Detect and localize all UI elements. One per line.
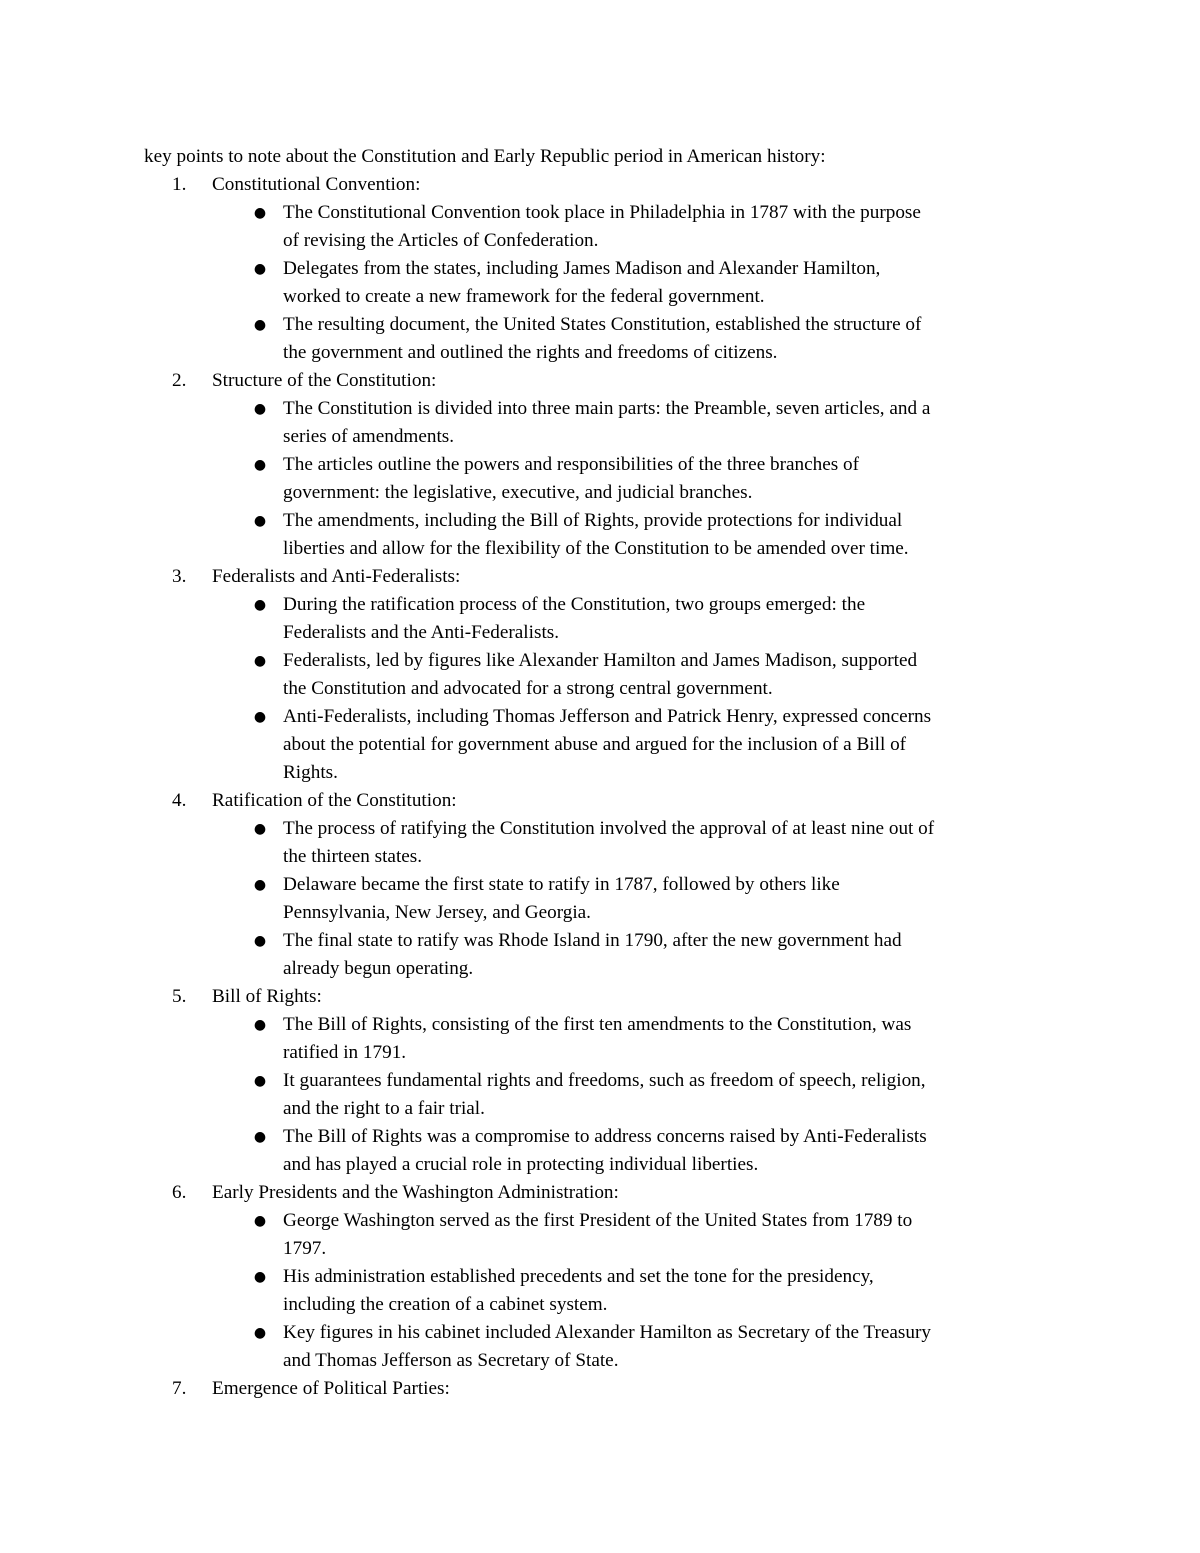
bullet-text-line: Key figures in his cabinet included Alexander Hamilton as Secretary of the Treasury (283, 1322, 931, 1343)
bullet-item (0, 927, 1063, 983)
section-item (0, 1375, 1200, 1403)
bullet-text-line: The articles outline the powers and responsibilities of the three branches of (283, 454, 859, 475)
bullet-text-line: It guarantees fundamental rights and freedoms, such as freedom of speech, religion, (283, 1070, 926, 1091)
bullet-list (0, 591, 1200, 787)
numbered-section-list (0, 171, 1200, 1403)
section-number: 3. (172, 566, 187, 587)
bullet-text-line: The Bill of Rights, consisting of the first ten amendments to the Constitution, was (283, 1014, 912, 1035)
bullet-text-line: Anti-Federalists, including Thomas Jefferson and Patrick Henry, expressed concerns (283, 706, 932, 727)
bullet-text-line: The Constitutional Convention took place in Philadelphia in 1787 with the purpose (283, 202, 921, 223)
bullet-list (0, 199, 1200, 367)
bullet-text-line: government: the legislative, executive, and judicial branches. (283, 482, 753, 503)
section-number: 6. (172, 1182, 187, 1203)
section-title: Constitutional Convention: (212, 174, 421, 195)
bullet-list (0, 395, 1200, 563)
section-title: Ratification of the Constitution: (212, 790, 457, 811)
section-heading (0, 983, 1200, 1011)
bullet-text-line: Pennsylvania, New Jersey, and Georgia. (283, 902, 591, 923)
section-title: Bill of Rights: (212, 986, 322, 1007)
bullet-item (0, 703, 1063, 787)
bullet-text-line: George Washington served as the first President of the United States from 1789 to (283, 1210, 913, 1231)
bullet-text-line: During the ratification process of the Constitution, two groups emerged: the (283, 594, 866, 615)
bullet-item (0, 591, 1063, 647)
bullet-icon: ● (253, 1017, 267, 1033)
bullet-icon: ● (253, 1129, 267, 1145)
section-number: 1. (172, 174, 187, 195)
section-title: Emergence of Political Parties: (212, 1378, 450, 1399)
bullet-item (0, 451, 1063, 507)
section-item (0, 787, 1200, 983)
section-item (0, 1179, 1200, 1375)
bullet-icon: ● (253, 1325, 267, 1341)
bullet-text-line: The final state to ratify was Rhode Island in 1790, after the new government had (283, 930, 902, 951)
bullet-text-line: about the potential for government abuse and argued for the inclusion of a Bill of (283, 734, 907, 755)
bullet-icon: ● (253, 653, 267, 669)
bullet-text-line: His administration established precedents and set the tone for the presidency, (283, 1266, 874, 1287)
section-heading (0, 787, 1200, 815)
section-number: 2. (172, 370, 187, 391)
section-item (0, 171, 1200, 367)
bullet-item (0, 311, 1063, 367)
bullet-item (0, 647, 1063, 703)
bullet-icon: ● (253, 877, 267, 893)
section-number: 5. (172, 986, 187, 1007)
bullet-icon: ● (253, 261, 267, 277)
bullet-icon: ● (253, 1213, 267, 1229)
bullet-list (0, 1011, 1200, 1179)
bullet-item (0, 1207, 1063, 1263)
section-item (0, 983, 1200, 1179)
bullet-icon: ● (253, 597, 267, 613)
section-number: 4. (172, 790, 187, 811)
bullet-item (0, 1011, 1063, 1067)
bullet-item (0, 1067, 1063, 1123)
bullet-text-line: and has played a crucial role in protecting individual liberties. (283, 1154, 759, 1175)
bullet-text-line: The Bill of Rights was a compromise to address concerns raised by Anti-Federalists (283, 1126, 927, 1147)
bullet-text-line: of revising the Articles of Confederation. (283, 230, 599, 251)
bullet-list (0, 815, 1200, 983)
bullet-text-line: ratified in 1791. (283, 1042, 407, 1063)
bullet-item (0, 1123, 1063, 1179)
bullet-text-line: series of amendments. (283, 426, 455, 447)
bullet-item (0, 507, 1063, 563)
bullet-text-line: and Thomas Jefferson as Secretary of State. (283, 1350, 619, 1371)
section-title: Early Presidents and the Washington Administration: (212, 1182, 619, 1203)
bullet-icon: ● (253, 317, 267, 333)
bullet-text-line: 1797. (283, 1238, 327, 1259)
bullet-item (0, 199, 1063, 255)
bullet-item (0, 395, 1063, 451)
bullet-text-line: Rights. (283, 762, 338, 783)
bullet-item (0, 1319, 1063, 1375)
bullet-text-line: The Constitution is divided into three main parts: the Preamble, seven articles, and a (283, 398, 931, 419)
section-heading (0, 1179, 1200, 1207)
bullet-text-line: The process of ratifying the Constitution involved the approval of at least nine out of (283, 818, 935, 839)
bullet-icon: ● (253, 821, 267, 837)
bullet-text-line: liberties and allow for the flexibility of the Constitution to be amended over time. (283, 538, 909, 559)
section-title: Structure of the Constitution: (212, 370, 437, 391)
bullet-icon: ● (253, 1269, 267, 1285)
section-heading (0, 171, 1200, 199)
bullet-text-line: The resulting document, the United States Constitution, established the structure of (283, 314, 922, 335)
bullet-icon: ● (253, 457, 267, 473)
bullet-text-line: already begun operating. (283, 958, 474, 979)
section-item (0, 367, 1200, 563)
bullet-icon: ● (253, 933, 267, 949)
bullet-text-line: including the creation of a cabinet system. (283, 1294, 608, 1315)
bullet-text-line: the government and outlined the rights and freedoms of citizens. (283, 342, 778, 363)
bullet-text-line: Federalists, led by figures like Alexander Hamilton and James Madison, supported (283, 650, 918, 671)
bullet-text-line: Federalists and the Anti-Federalists. (283, 622, 560, 643)
bullet-icon: ● (253, 513, 267, 529)
bullet-icon: ● (253, 709, 267, 725)
bullet-icon: ● (253, 205, 267, 221)
bullet-icon: ● (253, 1073, 267, 1089)
section-heading (0, 367, 1200, 395)
bullet-text-line: worked to create a new framework for the federal government. (283, 286, 765, 307)
bullet-item (0, 255, 1063, 311)
bullet-text-line: the Constitution and advocated for a strong central government. (283, 678, 773, 699)
bullet-text-line: Delaware became the first state to ratify in 1787, followed by others like (283, 874, 840, 895)
bullet-text-line: The amendments, including the Bill of Rights, provide protections for individual (283, 510, 903, 531)
bullet-text-line: the thirteen states. (283, 846, 423, 867)
bullet-text-line: and the right to a fair trial. (283, 1098, 485, 1119)
bullet-icon: ● (253, 401, 267, 417)
section-heading (0, 1375, 1200, 1403)
bullet-text-line: Delegates from the states, including James Madison and Alexander Hamilton, (283, 258, 881, 279)
section-heading (0, 563, 1200, 591)
bullet-item (0, 815, 1063, 871)
bullet-item (0, 1263, 1063, 1319)
intro-text: key points to note about the Constitution and Early Republic period in American history: (144, 146, 826, 167)
section-item (0, 563, 1200, 787)
bullet-list (0, 1207, 1200, 1375)
section-number: 7. (172, 1378, 187, 1399)
bullet-item (0, 871, 1063, 927)
section-title: Federalists and Anti-Federalists: (212, 566, 461, 587)
